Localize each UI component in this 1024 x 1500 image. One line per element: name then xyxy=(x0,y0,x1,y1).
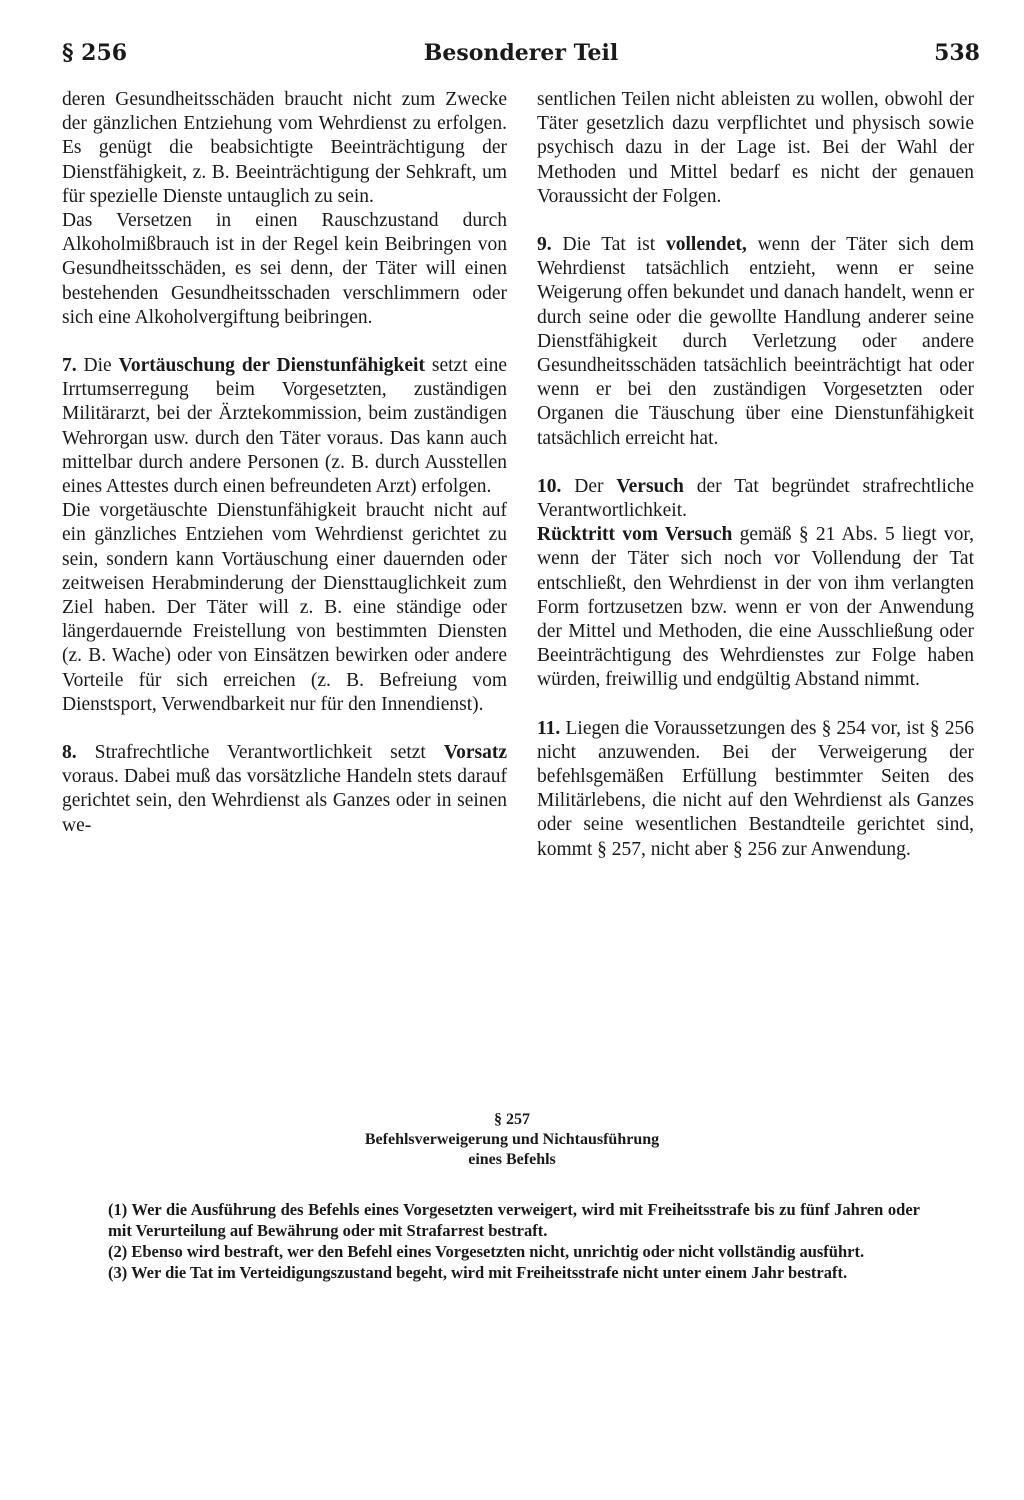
bold-term: Vortäuschung der Dienstunfähigkeit xyxy=(118,355,425,377)
bold-term: Rücktritt vom Versuch xyxy=(537,524,733,546)
paragraph-text: Der xyxy=(574,475,604,497)
section-title-line: Befehlsverweigerung und Nichtausführung xyxy=(364,1131,660,1148)
law-paragraph-1: (1) Wer die Ausführung des Befehls eines Vorgesetzten verweigert, wird mit Freiheitsstrafe bis zu fünf Jahren oder mit Verurteilung auf Bewährung oder mit Strafarrest bestraft. xyxy=(108,1200,920,1240)
paragraph-number: 8. xyxy=(62,742,77,764)
section-number: § 257 xyxy=(494,1111,530,1128)
section-257-text xyxy=(108,1199,920,1283)
bold-term: Vorsatz xyxy=(443,742,508,764)
paragraph-text: Liegen die Voraussetzungen des § 254 vor, ist § 256 nicht anzuwenden. Bei der Verweigerung der befehlsgemäßen Erfüllung bestimmter Seiten des Militärlebens, die nicht auf den Wehrdienst als Ganzes oder seine wesentlichen Bestandteile gerichtet sind, kommt § 257, nicht aber § 256 zur Anwendung. xyxy=(537,717,974,860)
bold-term: Versuch xyxy=(616,475,684,497)
paragraph-text: wenn der Täter sich dem Wehrdienst tatsächlich entzieht, wenn er seine Weigerung offen bekundet und danach handelt, wenn er durch seine oder die gewollte Handlung anderer seine Dienstfähigkeit durch Verletzung oder andere Gesundheitsschäden tatsächlich beeinträchtigt hat oder wenn er bei den zuständigen Vorgesetzten oder Organen die Täuschung über eine Dienstunfähigkeit tatsächlich erreicht hat. xyxy=(537,234,975,449)
paragraph: Das Versetzen in einen Rauschzustand durch Alkoholmißbrauch ist in der Regel kein Beibringen von Gesundheitsschäden, es sei denn, der Täter will einen bestehenden Gesundheitsschaden verschlimmern oder sich eine Alkoholvergiftung beibringen. xyxy=(62,210,507,328)
paragraph-text: der Tat begründet strafrechtliche Verantwortlichkeit. xyxy=(537,475,975,522)
paragraph-text: Die xyxy=(83,355,112,377)
paragraph-text: voraus. Dabei muß das vorsätzliche Handeln stets darauf gerichtet sein, den Wehrdienst als Ganzes oder in seinen we- xyxy=(62,766,507,836)
paragraph-text: gemäß § 21 Abs. 5 liegt vor, wenn der Täter sich noch vor Vollendung der Tat entschließt, den Wehrdienst in der von ihm verlangten Form fortzusetzen bzw. wenn er von der Anwendung der Mittel und Methoden, die eine Ausschließung oder Beeinträchtigung des Wehrdienstes zur Folge haben würden, freiwillig und endgültig Abstand nimmt. xyxy=(537,524,975,691)
page-header xyxy=(62,40,980,80)
paragraph-9 xyxy=(537,233,974,451)
paragraph-number: 10. xyxy=(537,475,562,497)
paragraph-number: 7. xyxy=(62,355,77,377)
header-title: Besonderer Teil xyxy=(423,40,619,66)
page-number: 538 xyxy=(934,40,980,66)
paragraph-text: setzt eine Irrtumserregung beim Vorgesetzten, zuständigen Militärarzt, bei der Ärztekommission, beim zuständigen Wehrorgan usw. durch den Täter voraus. Das kann auch mittelbar durch andere Personen (z. B. durch Ausstellen eines Attestes durch einen befreundeten Arzt) erfolgen. xyxy=(62,355,507,498)
paragraph-8 xyxy=(62,741,507,838)
paragraph-number: 11. xyxy=(537,717,561,739)
bold-term: vollendet, xyxy=(666,234,747,256)
paragraph-text: Strafrechtliche Verantwortlichkeit setzt xyxy=(94,742,426,764)
law-paragraph-2: (2) Ebenso wird bestraft, wer den Befehl eines Vorgesetzten nicht, unrichtig oder nicht vollständig ausführt. xyxy=(108,1242,865,1261)
paragraph: Die vorgetäuschte Dienstunfähigkeit braucht nicht auf ein gänzliches Entziehen vom Wehrdienst gerichtet zu sein, sondern kann Vortäuschung einer dauernden oder zeitweisen Herabminderung der Diensttauglichkeit zum Ziel haben. Der Täter will z. B. eine ständige oder längerdauernde Freistellung von bestimmten Diensten (z. B. Wache) oder von Einsätzen bewirken oder andere Vorteile für sich erreichen (z. B. Befreiung vom Dienstsport, Verwendbarkeit nur für den Innendienst). xyxy=(62,500,507,715)
paragraph-10 xyxy=(537,475,974,523)
paragraph-11 xyxy=(537,717,974,862)
paragraph: sentlichen Teilen nicht ableisten zu wollen, obwohl der Täter gesetzlich dazu verpflichtet und physisch sowie psychisch dazu in der Lage ist. Bei der Wahl der Methoden und Mittel bedarf es nicht der genauen Voraussicht der Folgen. xyxy=(537,89,974,207)
paragraph xyxy=(537,523,974,692)
right-column xyxy=(537,88,974,862)
paragraph-number: 9. xyxy=(537,234,552,256)
section-title-line: eines Befehls xyxy=(468,1151,556,1168)
law-paragraph-3: (3) Wer die Tat im Verteidigungszustand begeht, wird mit Freiheitsstrafe nicht unter einem Jahr bestraft. xyxy=(108,1263,848,1282)
paragraph: deren Gesundheitsschäden braucht nicht zum Zwecke der gänzlichen Entziehung vom Wehrdienst zu erfolgen. Es genügt die beabsichtigte Beeinträchtigung der Dienstfähigkeit, z. B. Beeinträchtigung der Sehkraft, um für spezielle Dienste untauglich zu sein. xyxy=(62,89,507,207)
section-257-heading xyxy=(0,1110,1024,1170)
paragraph-7 xyxy=(62,354,507,499)
left-column xyxy=(62,88,507,838)
paragraph-text: Die Tat ist xyxy=(562,234,656,256)
header-section-number: § 256 xyxy=(62,40,128,66)
